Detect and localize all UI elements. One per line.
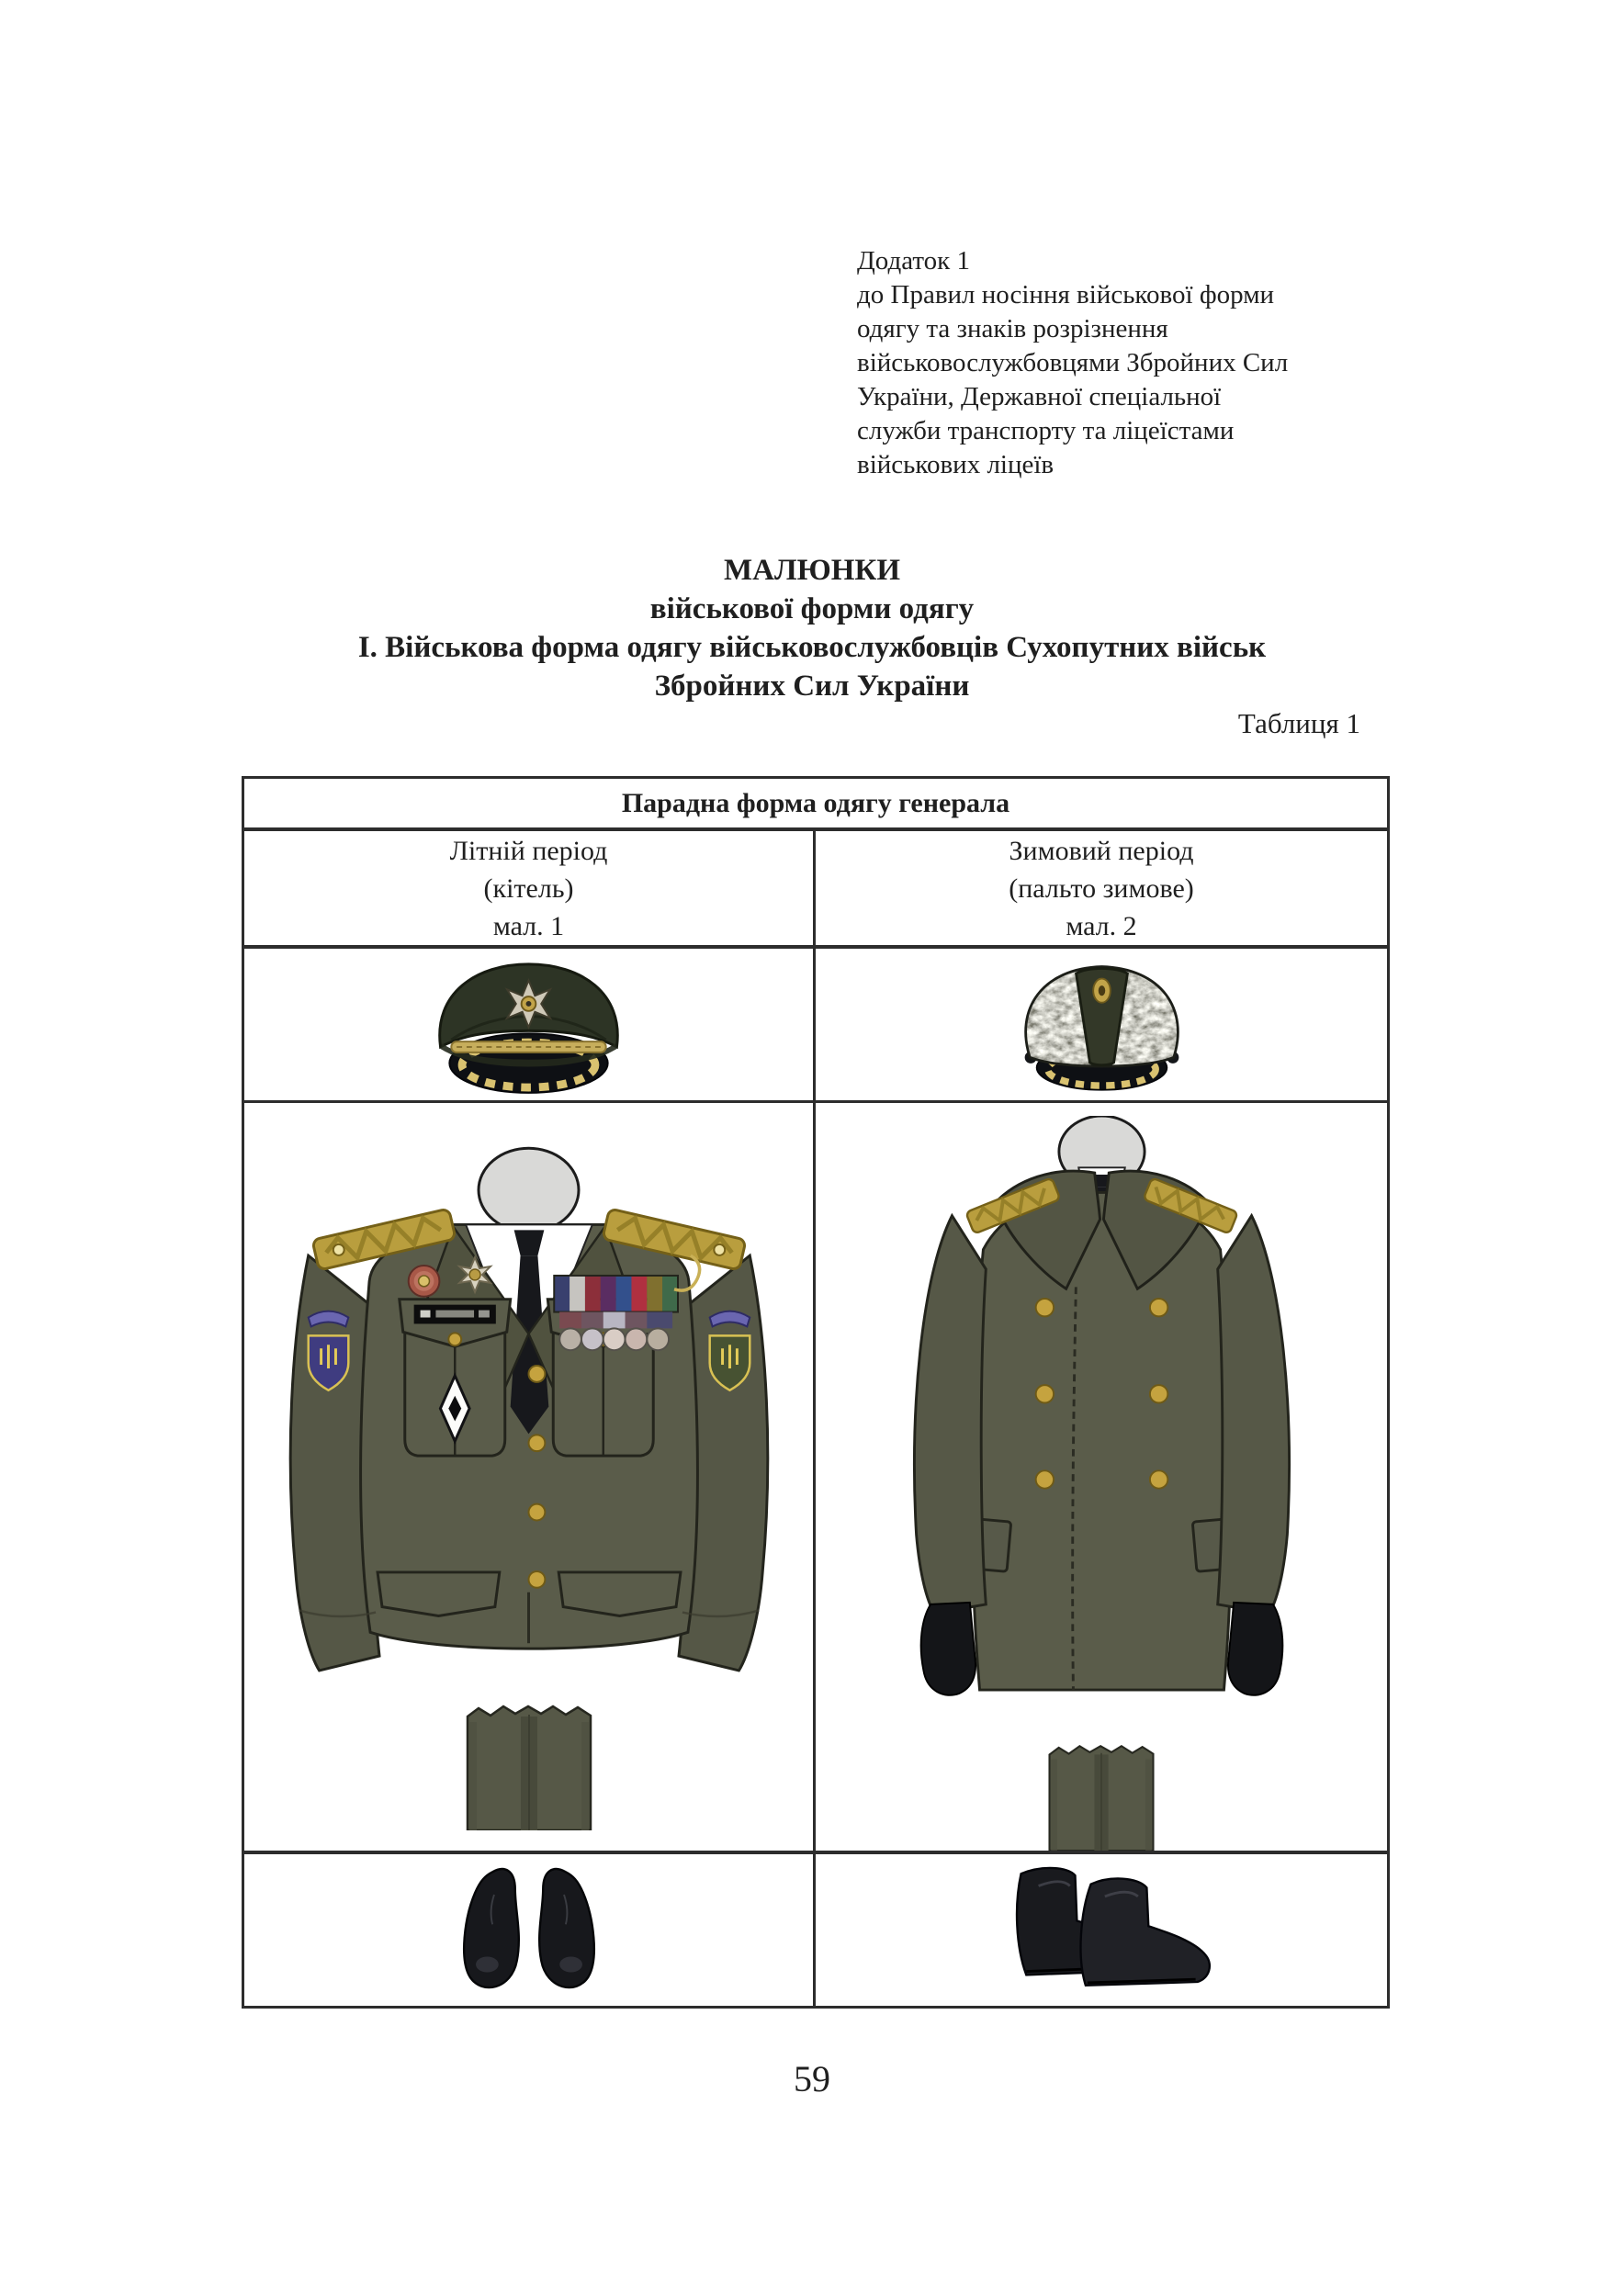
outfit-row (244, 1103, 1387, 1854)
appendix-line: України, Державної спеціальної (857, 382, 1222, 411)
ribbon-bar (554, 1276, 678, 1312)
winter-hat-cell (816, 949, 1387, 1099)
table-title: Парадна форма одягу генерала (621, 787, 1010, 818)
appendix-line: до Правил носіння військової форми (857, 280, 1275, 310)
title-line-3: І. Військова форма одягу військовослужбовців Сухопутних військ (357, 631, 1267, 664)
summer-cap-cell (244, 949, 816, 1099)
title-line-4: Збройних Сил України (654, 670, 970, 703)
title-line-1: МАЛЮНКИ (724, 554, 900, 587)
summer-trousers-illustration (460, 1702, 598, 1830)
right-glove (1227, 1603, 1281, 1695)
greatcoat-illustration (870, 1116, 1334, 1722)
garment-label: (кітель) (483, 872, 574, 904)
title-line-2: військової форми одягу (649, 592, 975, 625)
table-title-row (244, 779, 1387, 831)
garment-label: (пальто зимове) (1009, 872, 1194, 904)
uniform-table (242, 776, 1390, 2009)
appendix-line: Додаток 1 (857, 246, 970, 276)
coat-body (972, 1192, 1232, 1690)
winter-period-header (816, 831, 1387, 945)
winter-boots-cell (816, 1854, 1387, 2006)
page-number: 59 (794, 2058, 830, 2099)
summer-period-header (244, 831, 816, 945)
appendix-line: одягу та знаків розрізнення (857, 314, 1168, 343)
appendix-line: військових ліцеїв (857, 450, 1054, 479)
right-sleeve (1217, 1215, 1289, 1613)
winter-outfit-cell (816, 1103, 1387, 1851)
winter-trousers-illustration (1041, 1742, 1162, 1851)
footwear-row (244, 1854, 1387, 2006)
winter-boots-illustration (987, 1860, 1215, 1999)
service-cap-illustration (421, 953, 637, 1096)
parade-jacket-illustration (281, 1144, 777, 1691)
figure-label: мал. 2 (1066, 910, 1137, 941)
order-rosette (408, 1266, 439, 1297)
summer-outfit-cell (244, 1103, 816, 1851)
name-plate (413, 1304, 495, 1323)
mannequin-neck (479, 1148, 579, 1232)
left-glove (920, 1603, 975, 1695)
period-label: Зимовий період (1009, 835, 1194, 866)
appendix-line: служби транспорту та ліцеїстами (857, 416, 1235, 445)
summer-shoes-cell (244, 1854, 816, 2006)
period-label: Літній період (449, 835, 608, 866)
figure-label: мал. 1 (492, 910, 565, 941)
table-caption: Таблиця 1 (1237, 707, 1360, 739)
appendix-line: військовослужбовцями Збройних Сил (857, 348, 1289, 377)
low-shoes-illustration (442, 1860, 616, 1999)
medal-group (559, 1311, 672, 1350)
winter-hat-illustration (1008, 954, 1196, 1094)
page-title (0, 551, 1624, 705)
appendix-note (857, 244, 1353, 482)
left-sleeve (914, 1215, 986, 1613)
headwear-row (244, 949, 1387, 1102)
period-header-row (244, 831, 1387, 949)
